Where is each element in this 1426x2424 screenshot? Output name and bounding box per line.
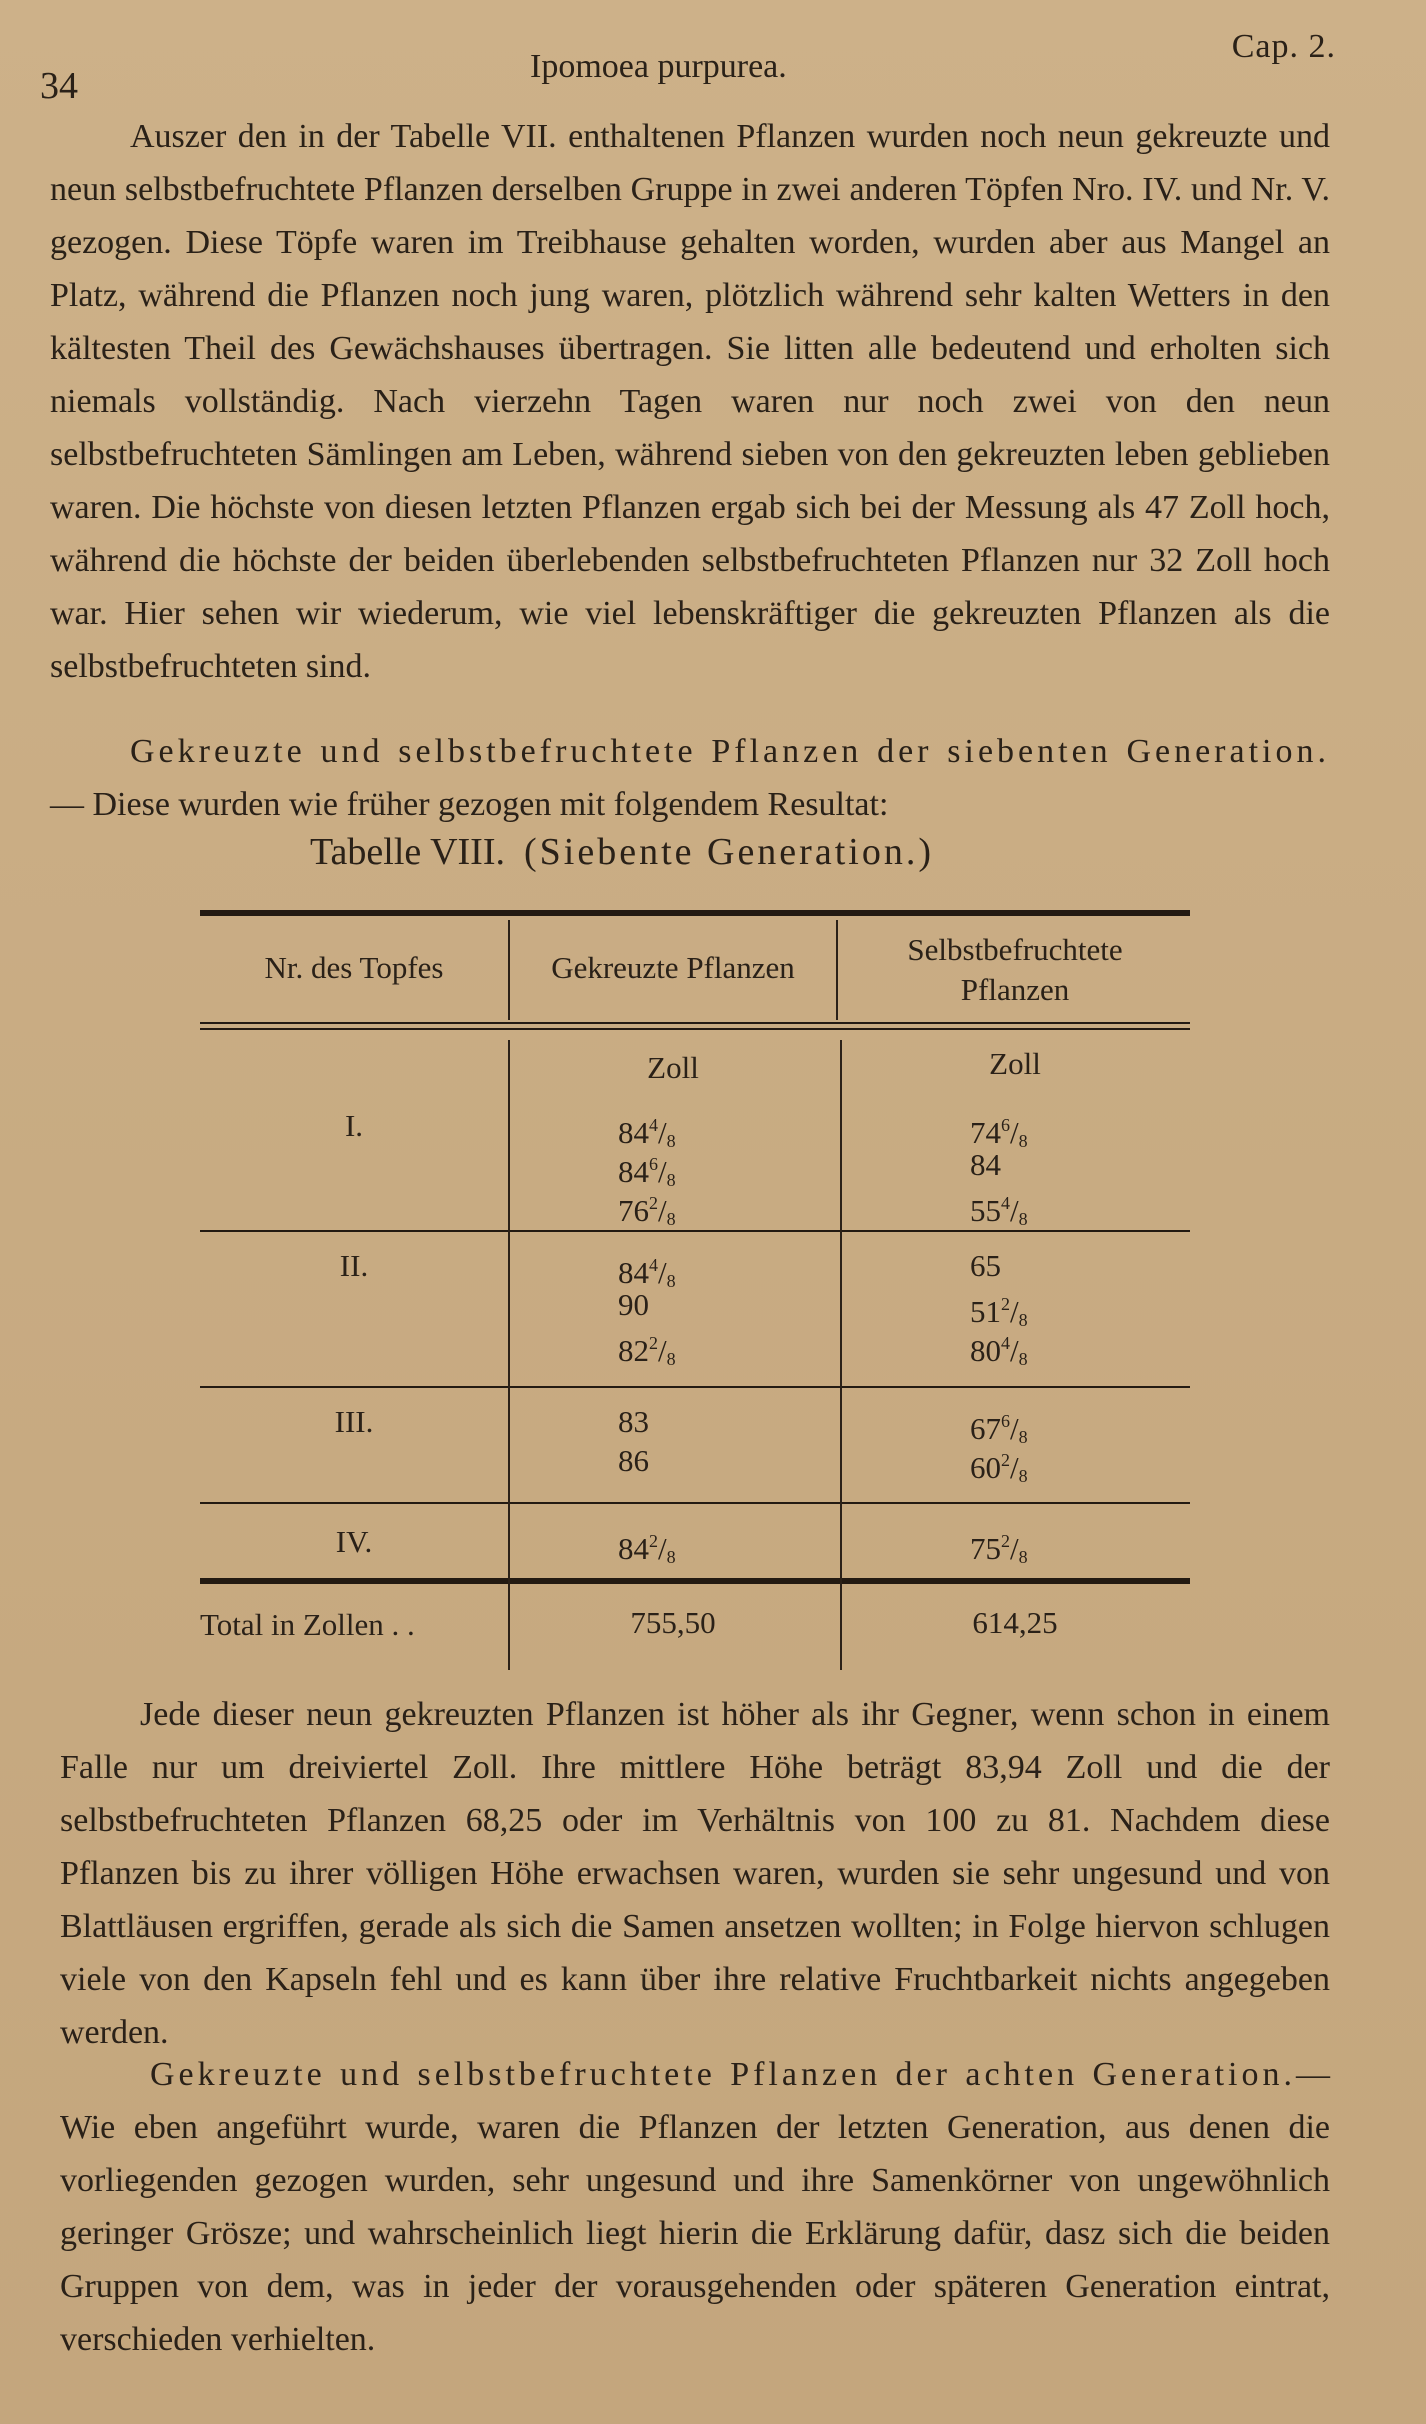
self-height: 84 [970, 1147, 1001, 1182]
section-heading-eighth: Gekreuzte und selbstbefruchtete Pflanzen der achten Generation. [150, 2056, 1296, 2093]
total-self: 614,25 [972, 1605, 1058, 1640]
paragraph-seventh-generation [50, 725, 1330, 831]
header-self-line-1: Selbstbefruchtete [907, 932, 1123, 967]
unit-crossed: Zoll [647, 1050, 699, 1085]
chapter-label: Cap. 2. [1231, 28, 1336, 65]
crossed-height: 90 [618, 1287, 649, 1322]
row-divider [200, 1230, 1190, 1232]
total-label: Total in Zollen . . [200, 1607, 415, 1642]
page-number: 34 [40, 65, 78, 107]
paragraph-1: Auszer den in der Tabelle VII. enthaltenen Pflanzen wurden noch neun gekreuzte und neun selbstbefruchtete Pflanzen derselben Gruppe in zwei anderen Töpfen Nro. IV. und Nr. V. gezogen. Diese Töpfe waren im Treibhause gehalten worden, wurden aber aus Mangel an Platz, während die Pflanzen noch jung waren, plötzlich während sehr kalten Wetters in den kältesten Theil des Gewächshauses übertragen. Sie litten alle bedeutend und erholten sich niemals vollständig. Nach vierzehn Tagen waren nur noch zwei von den neun selbstbefruchteten Sämlingen am Leben, während sieben von den gekreuzten leben geblieben waren. Die höchste von diesen letzten Pflanzen ergab sich bei der Messung als 47 Zoll hoch, während die höchste der beiden überlebenden selbstbefruchteten Pflanzen nur 32 Zoll hoch war. Hier sehen wir wiederum, wie viel lebenskräftiger die gekreuzten Pflanzen als die selbstbefruchteten sind. [50, 118, 1330, 685]
running-title: Ipomoea purpurea. [530, 48, 787, 85]
table-title [310, 830, 934, 874]
table-top-rule [200, 910, 1190, 916]
self-height: $80^4/_8$ [970, 1333, 1028, 1369]
page-header [40, 28, 1336, 108]
self-height: 65 [970, 1248, 1001, 1283]
header-pot: Nr. des Topfes [264, 950, 444, 985]
pot-label: IV. [335, 1524, 373, 1559]
self-height: $75^2/_8$ [970, 1531, 1028, 1567]
self-height: $67^6/_8$ [970, 1411, 1028, 1447]
header-crossed: Gekreuzte Pflanzen [551, 950, 795, 985]
paragraph-4-text: — Wie eben angeführt wurde, waren die Pflanzen der letzten Generation, aus denen die vorliegenden gezogen wurden, sehr ungesund und ihre Samenkörner von ungewöhnlich geringer Grösze; und wahrscheinlich liegt hierin die Erklärung dafür, dasz sich die beiden Gruppen von dem, was in jeder der vorausgehenden oder späteren Generation eintrat, verschieden verhielten. [60, 2056, 1330, 2358]
column-divider [508, 1040, 510, 1670]
crossed-height: 83 [618, 1404, 649, 1439]
crossed-height: 86 [618, 1443, 649, 1478]
self-height: $74^6/_8$ [970, 1115, 1028, 1151]
self-height: $60^2/_8$ [970, 1450, 1028, 1486]
paragraph-2-text: — Diese wurden wie früher gezogen mit folgendem Resultat: [50, 786, 889, 823]
unit-self: Zoll [989, 1046, 1041, 1081]
column-divider [840, 1040, 842, 1670]
table-title-generation: (Siebente Generation.) [524, 831, 934, 873]
self-height: $55^4/_8$ [970, 1193, 1028, 1229]
paragraph-3: Jede dieser neun gekreuzten Pflanzen ist höher als ihr Gegner, wenn schon in einem Falle nur um dreiviertel Zoll. Ihre mittlere Höhe beträgt 83,94 Zoll und die der selbstbefruchteten Pflanzen 68,25 oder im Verhältnis von 100 zu 81. Nachdem diese Pflanzen bis zu ihrer völligen Höhe erwachsen waren, wurden sie sehr ungesund und von Blattläusen ergriffen, gerade als sich die Samen ansetzen wollten; in Folge hiervon schlugen viele von den Kapseln fehl und es kann über ihre relative Fruchtbarkeit nichts angegeben werden. [60, 1696, 1330, 2051]
crossed-height: $84^2/_8$ [618, 1531, 676, 1567]
crossed-height: $76^2/_8$ [618, 1193, 676, 1229]
crossed-height: $82^2/_8$ [618, 1333, 676, 1369]
row-divider [200, 1502, 1190, 1504]
table-total-rule [200, 1578, 1190, 1584]
pot-label: I. [344, 1108, 364, 1143]
table-title-prefix: Tabelle VIII. [310, 831, 505, 873]
total-crossed: 755,50 [630, 1605, 716, 1640]
table-viii [200, 910, 1190, 1680]
pot-label: II. [339, 1248, 369, 1283]
pot-label: III. [334, 1404, 374, 1439]
crossed-height: $84^4/_8$ [618, 1255, 676, 1291]
section-heading-seventh: Gekreuzte und selbstbefruchtete Pflanzen der siebenten Generation. [130, 733, 1330, 770]
column-divider [836, 920, 838, 1020]
crossed-height: $84^4/_8$ [618, 1115, 676, 1151]
crossed-height: $84^6/_8$ [618, 1154, 676, 1190]
header-self-line-2: Pflanzen [960, 972, 1070, 1007]
row-divider [200, 1386, 1190, 1388]
table-header-rule-2 [200, 1028, 1190, 1030]
self-height: $51^2/_8$ [970, 1294, 1028, 1330]
paragraph-eighth-generation [60, 2048, 1330, 2366]
table-header-rule-1 [200, 1022, 1190, 1024]
